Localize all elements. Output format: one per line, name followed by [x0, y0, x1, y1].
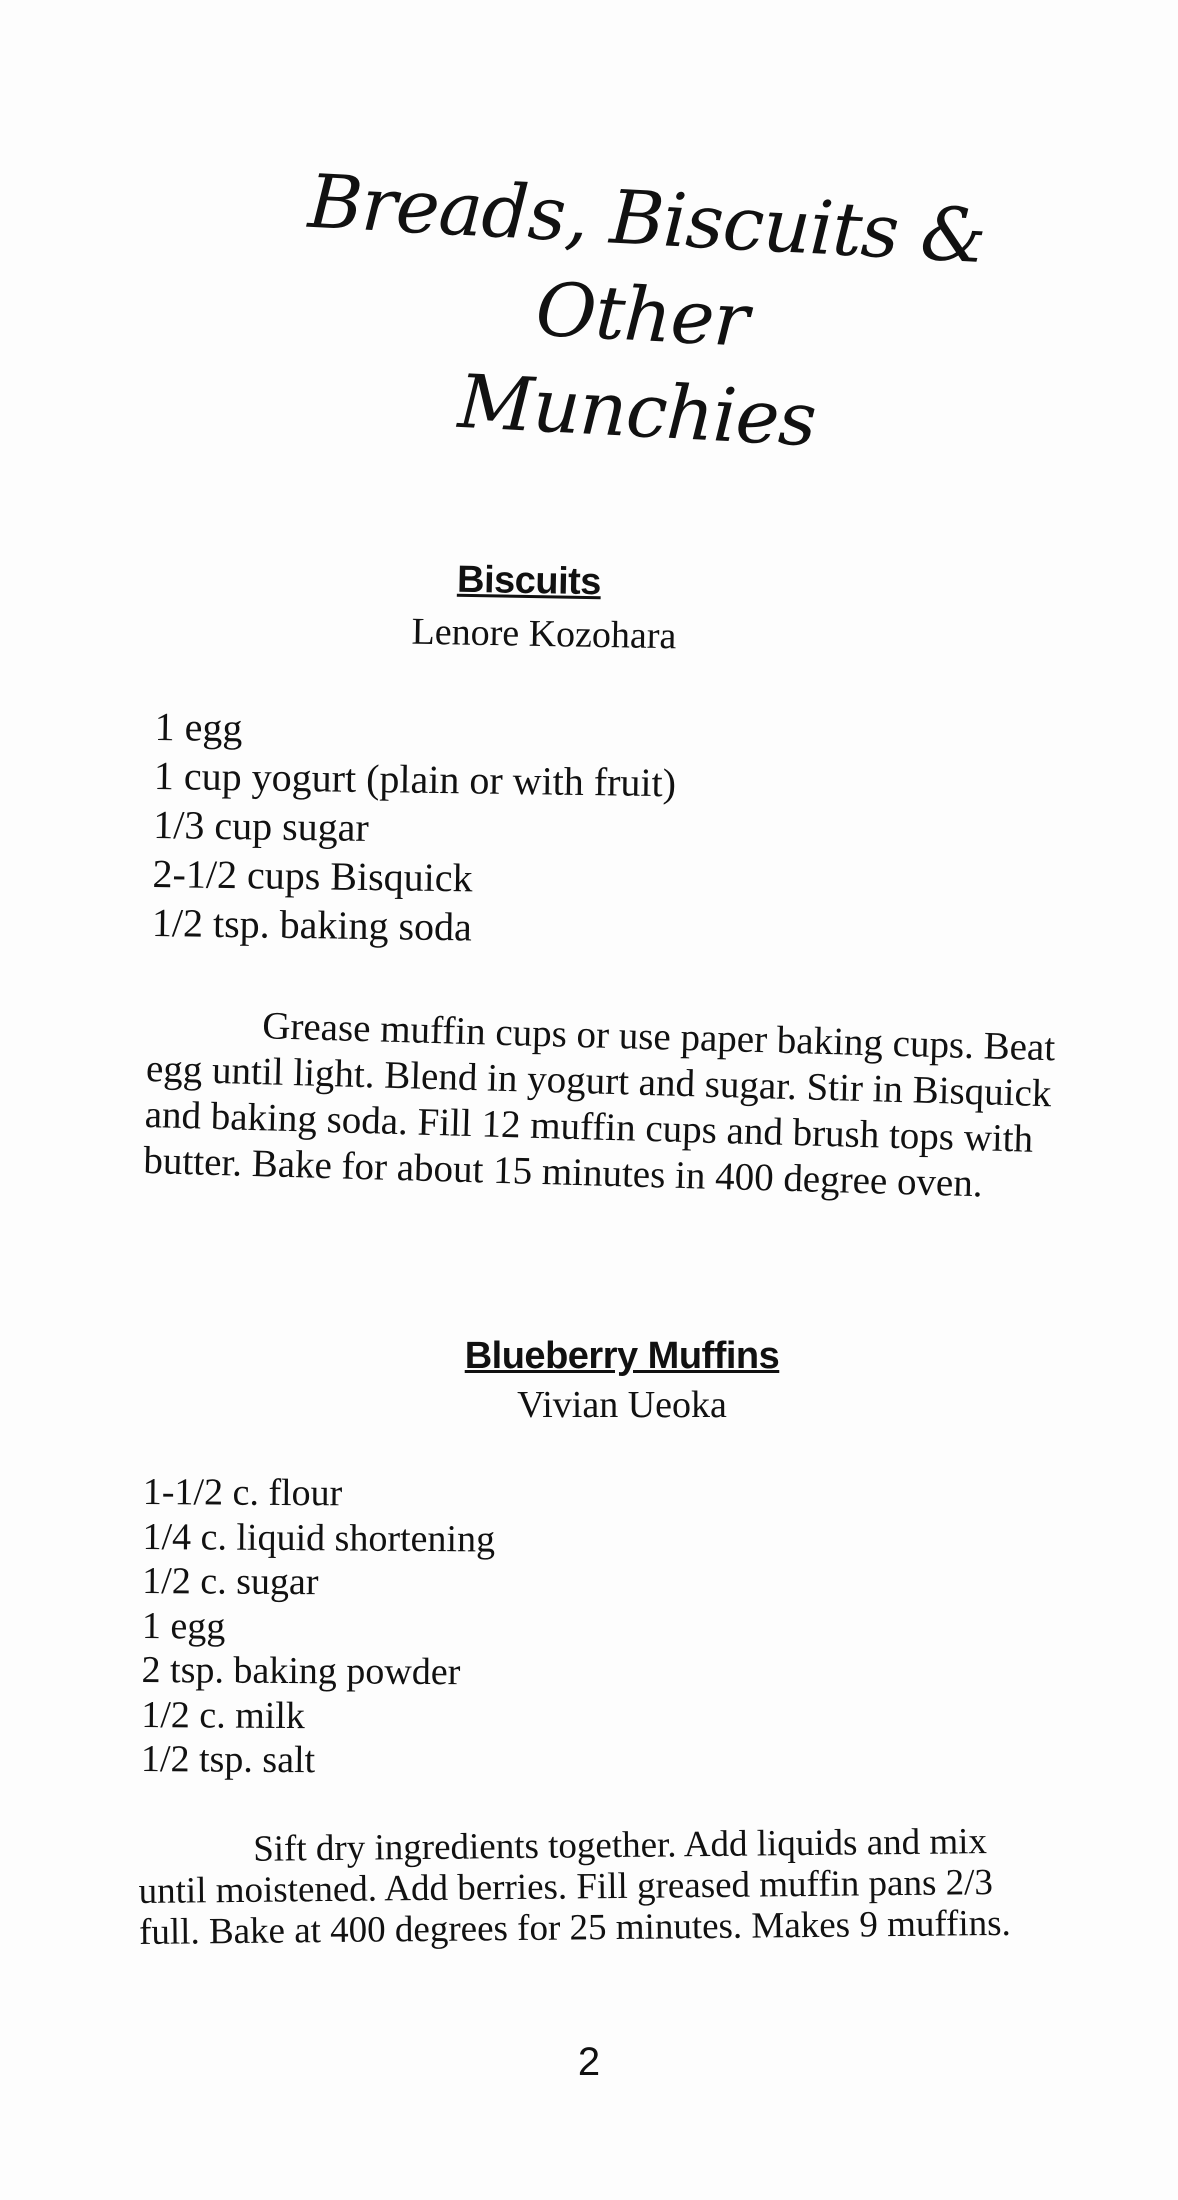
ingredient-item: 1/2 tsp. baking soda	[151, 899, 473, 950]
chapter-title-line2: Munchies	[456, 359, 818, 464]
recipe-author: Vivian Ueoka	[517, 1384, 727, 1426]
ingredient-item: 1 egg	[154, 703, 243, 751]
recipe-title: Blueberry Muffins	[464, 1335, 780, 1377]
ingredient-list	[152, 702, 677, 954]
ingredient-item: 2-1/2 cups Bisquick	[152, 850, 473, 901]
recipe-directions: Sift dry ingredients together. Add liquids and mix until moistened. Add berries. Fill greased muffin pans 2/3 full. Bake at 400 degrees for 25 minutes. Makes 9 muffins.	[138, 1821, 1011, 1953]
ingredient-item: 1/4 c. liquid shortening	[142, 1515, 496, 1560]
recipe-title: Biscuits	[456, 558, 602, 604]
page-number: 2	[577, 2040, 601, 2084]
chapter-title	[225, 150, 1059, 481]
ingredient-item: 1 cup yogurt (plain or with fruit)	[153, 752, 677, 806]
ingredient-item: 2 tsp. baking powder	[141, 1648, 461, 1694]
ingredient-item: 1/2 tsp. salt	[140, 1737, 316, 1782]
chapter-title-line1: Breads, Biscuits & Other	[306, 158, 988, 364]
ingredient-item: 1/2 c. milk	[141, 1693, 306, 1737]
ingredient-list	[141, 1470, 496, 1784]
ingredient-item: 1/3 cup sugar	[152, 801, 370, 850]
recipe-directions: Grease muffin cups or use paper baking cups. Beat egg until light. Blend in yogurt and sugar. Stir in Bisquick and baking soda. Fill 12 muffin cups and brush tops with butter. Bake for about 15 minutes in 400 degree oven.	[142, 1004, 1056, 1206]
recipe-author: Lenore Kozohara	[411, 610, 677, 658]
ingredient-item: 1-1/2 c. flour	[142, 1471, 343, 1515]
ingredient-item: 1/2 c. sugar	[142, 1559, 319, 1604]
ingredient-item: 1 egg	[141, 1604, 226, 1648]
